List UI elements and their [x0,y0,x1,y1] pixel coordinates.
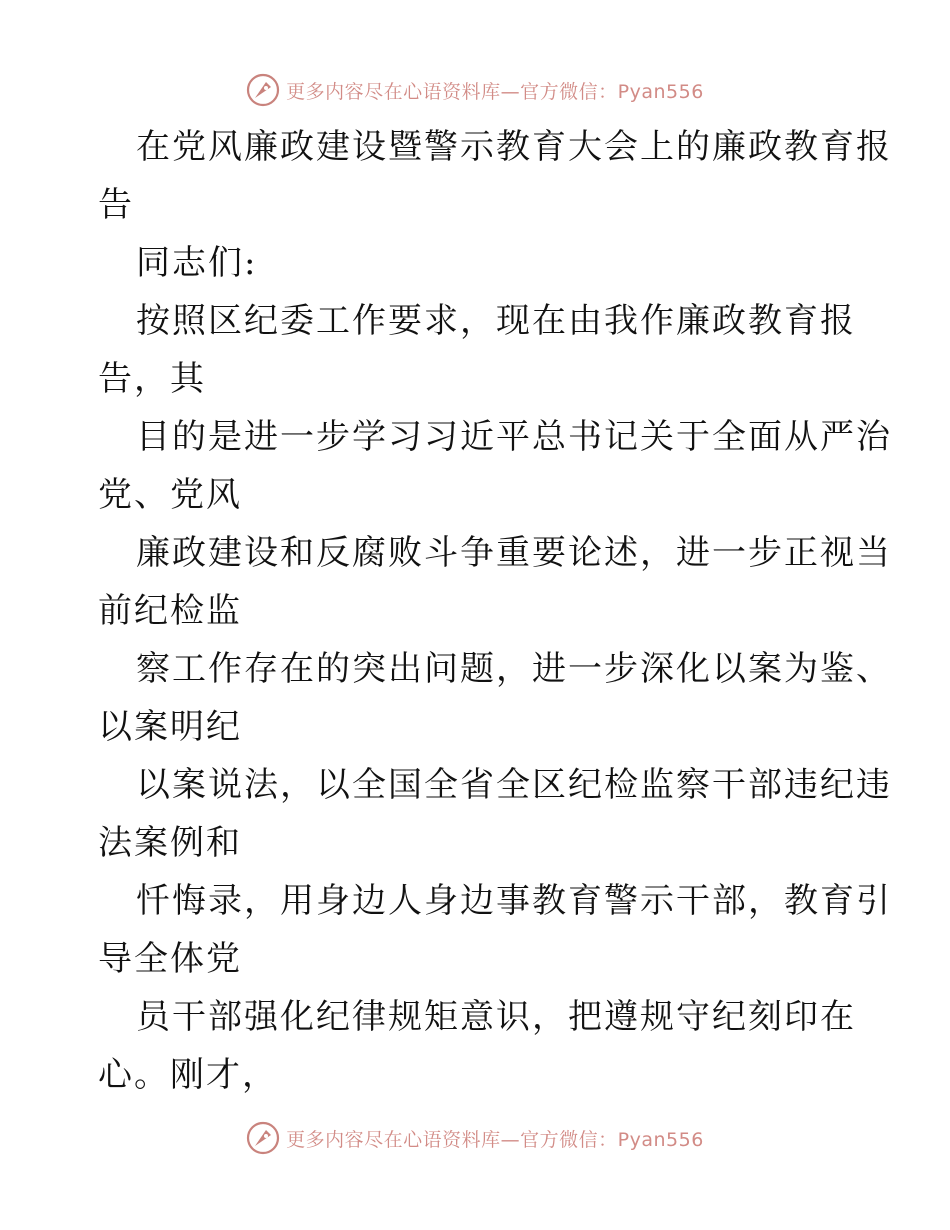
footer-watermark-banner [0,1118,950,1158]
paragraph-line: 廉政建设和反腐败斗争重要论述，进一步正视当 [136,533,892,573]
paragraph-line: 前纪检监 [98,591,242,631]
paragraph-line: 导全体党 [98,939,242,979]
header-watermark-banner [0,70,950,110]
paragraph-line: 法案例和 [98,823,242,863]
paragraph-line: 以案明纪 [98,707,242,747]
document-body [98,118,892,1104]
salutation: 同志们: [136,243,258,283]
pen-nib-logo-icon [246,73,280,107]
paragraph-line: 告，其 [98,359,206,399]
paragraph-line: 目的是进一步学习习近平总书记关于全面从严治 [136,417,892,457]
paragraph-line: 以案说法，以全国全省全区纪检监察干部违纪违 [136,765,892,805]
pen-nib-logo-icon [246,1121,280,1155]
paragraph-line: 心。刚才， [98,1055,278,1095]
paragraph-line: 员干部强化纪律规矩意识，把遵规守纪刻印在 [136,997,856,1037]
paragraph-line: 按照区纪委工作要求，现在由我作廉政教育报 [136,301,856,341]
paragraph-line: 察工作存在的突出问题，进一步深化以案为鉴、 [136,649,892,689]
paragraph-line: 忏悔录，用身边人身边事教育警示干部，教育引 [136,881,892,921]
title-line-2: 告 [98,185,134,225]
paragraph-line: 党、党风 [98,475,242,515]
title-line-1: 在党风廉政建设暨警示教育大会上的廉政教育报 [136,127,892,167]
watermark-text: 更多内容尽在心语资料库—官方微信：Pyan556 [286,1128,704,1151]
watermark-text: 更多内容尽在心语资料库—官方微信：Pyan556 [286,80,704,103]
